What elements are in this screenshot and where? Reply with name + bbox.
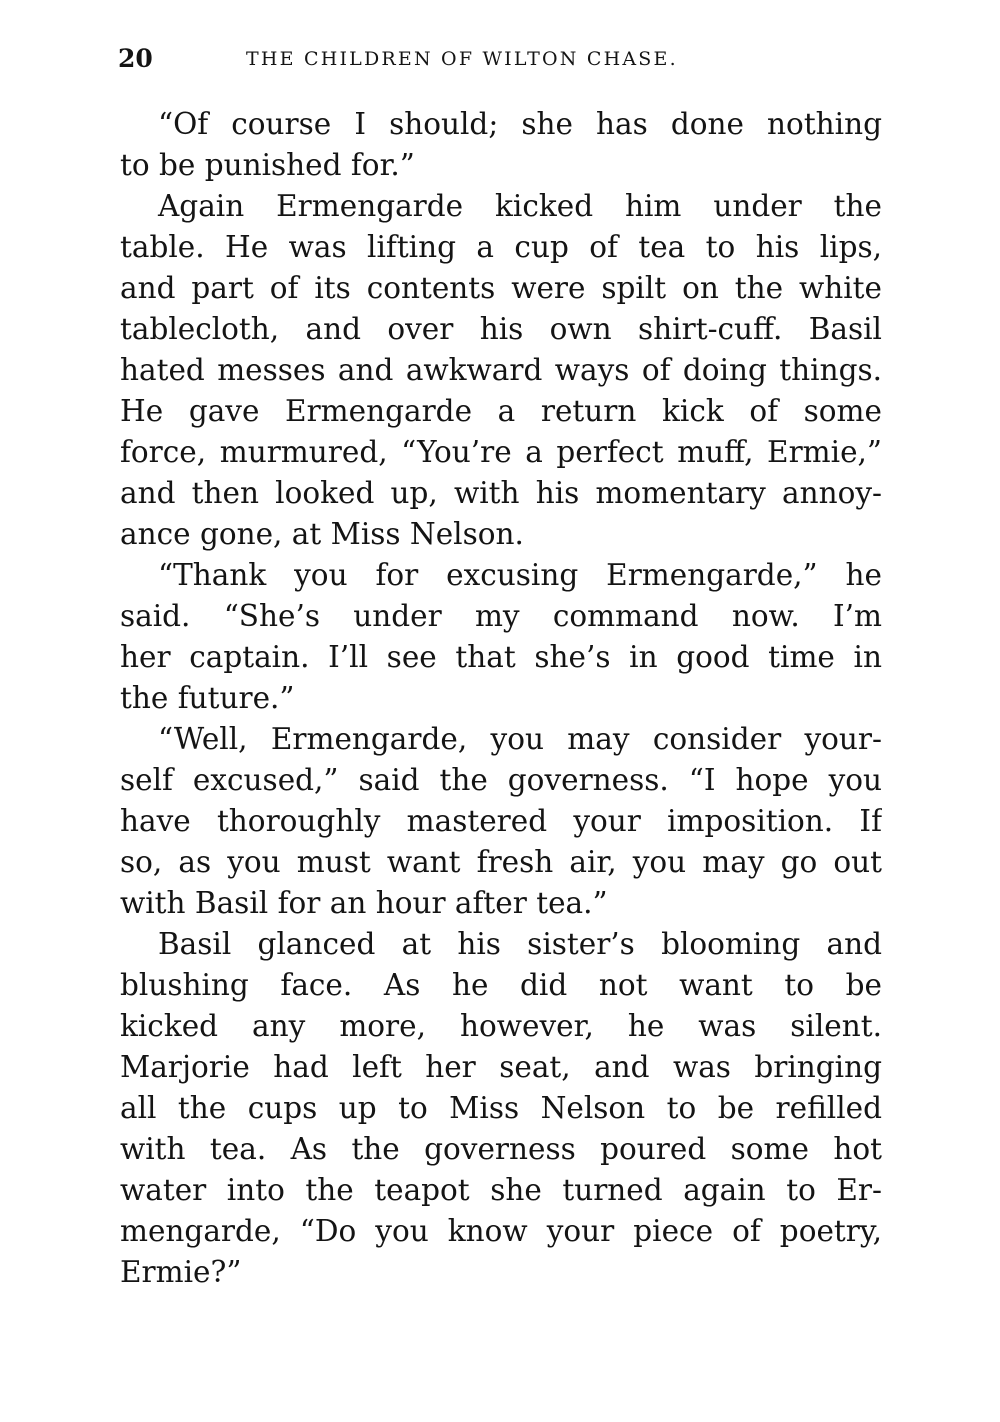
text-line: Ermie?” [120,1255,242,1289]
text-line: and then looked up, with his momentary annoy- [120,476,882,510]
text-line: ance gone, at Miss Nelson. [120,517,524,551]
text-line: her captain. I’ll see that she’s in good time in [120,640,882,674]
text-line: self excused,” said the governess. “I hope you [120,763,882,797]
text-line: said. “She’s under my command now. I’m [120,599,882,633]
text-line: He gave Ermengarde a return kick of some [120,394,882,428]
text-line: to be punished for.” [120,148,415,182]
text-line: Basil glanced at his sister’s blooming and [158,927,882,961]
text-line: table. He was lifting a cup of tea to his lips, [120,230,882,264]
page-number: 20 [118,44,153,73]
text-line: kicked any more, however, he was silent. [120,1009,882,1043]
text-line: Again Ermengarde kicked him under the [158,189,882,223]
text-line: with tea. As the governess poured some hot [120,1132,882,1166]
running-title: THE CHILDREN OF WILTON CHASE. [246,48,678,70]
text-line: blushing face. As he did not want to be [120,968,882,1002]
text-line: water into the teapot she turned again to Er- [120,1173,882,1207]
text-line: and part of its contents were spilt on the white [120,271,882,305]
text-line: force, murmured, “You’re a perfect muff, Ermie,” [120,435,882,469]
text-line: Marjorie had left her seat, and was bringing [120,1050,882,1084]
text-line: the future.” [120,681,295,715]
text-line: have thoroughly mastered your imposition. If [120,804,882,838]
text-line: with Basil for an hour after tea.” [120,886,608,920]
text-line: “Well, Ermengarde, you may consider your- [158,722,882,756]
text-line: “Of course I should; she has done nothing [158,107,882,141]
body-text [120,104,882,1293]
text-line: all the cups up to Miss Nelson to be refilled [120,1091,882,1125]
text-line: so, as you must want fresh air, you may go out [120,845,882,879]
text-line: hated messes and awkward ways of doing things. [120,353,882,387]
text-line: mengarde, “Do you know your piece of poetry, [120,1214,882,1248]
page-header [118,44,880,80]
text-line: tablecloth, and over his own shirt-cuff. Basil [120,312,882,346]
text-line: “Thank you for excusing Ermengarde,” he [158,558,882,592]
